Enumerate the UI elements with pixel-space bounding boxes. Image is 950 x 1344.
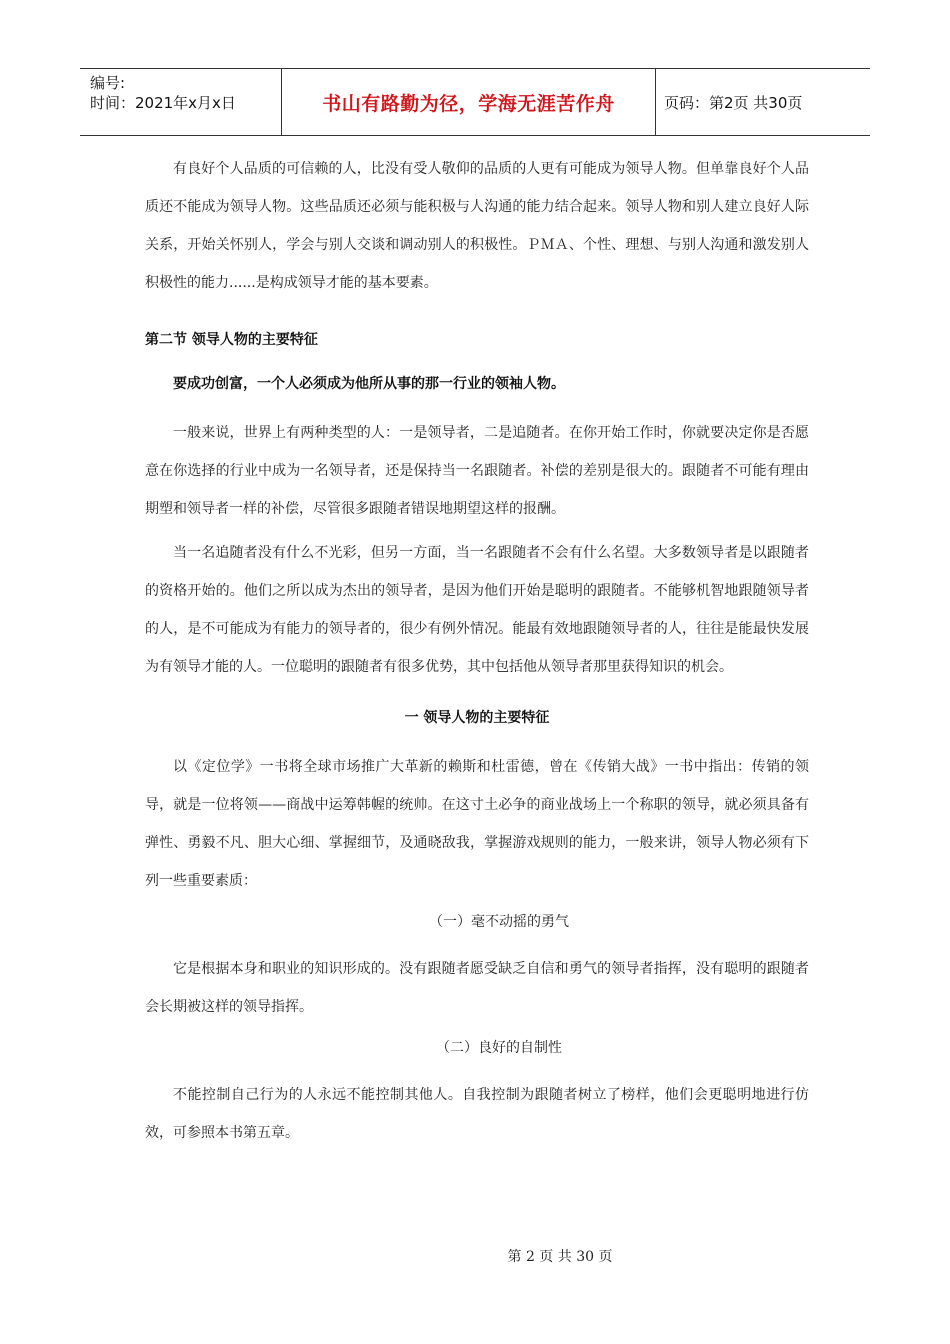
header-motto: 书山有路勤为径，学海无涯苦作舟 (282, 69, 656, 135)
paragraph-5: 它是根据本身和职业的知识形成的。没有跟随者愿受缺乏自信和勇气的领导者指挥，没有聪明的跟随者会长期被这样的领导指挥。 (145, 961, 809, 1015)
paragraph-1: 有良好个人品质的可信赖的人，比没有受人敬仰的品质的人更有可能成为领导人物。但单靠良好个人品质还不能成为领导人物。这些品质还必须与能积极与人沟通的能力结合起来。领导人物和别人建立良好人际关系，开始关怀别人，学会与别人交谈和调动别人的积极性。ＰＭＡ、个性、理想、与别人沟通和激发别人积极性的能力......是构成领导才能的基本要素。 (145, 161, 809, 291)
paragraph-4: 以《定位学》一书将全球市场推广大革新的赖斯和杜雷德，曾在《传销大战》一书中指出：传销的领导，就是一位将领——商战中运筹韩幄的统帅。在这寸土必争的商业战场上一个称职的领导，就必须具备有弹性、勇毅不凡、胆大心细、掌握细节，及通晓敌我，掌握游戏规则的能力，一般来讲，领导人物必须有下列一些重要素质： (145, 759, 809, 889)
document-header (80, 68, 870, 136)
sub-heading-courage: （一）毫不动摇的勇气 (429, 914, 569, 930)
paragraph-3: 当一名追随者没有什么不光彩，但另一方面，当一名跟随者不会有什么名望。大多数领导者是以跟随者的资格开始的。他们之所以成为杰出的领导者，是因为他们开始是聪明的跟随者。不能够机智地跟随领导者的人，是不可能成为有能力的领导者的，很少有例外情况。能最有效地跟随领导者的人，往往是能最快发展为有领导才能的人。一位聪明的跟随者有很多优势，其中包括他从领导者那里获得知识的机会。 (145, 545, 809, 675)
section-title: 第二节 领导人物的主要特征 (145, 332, 318, 348)
footer-page-number: 第 2 页 共 30 页 (507, 1249, 613, 1265)
bold-lead-sentence: 要成功创富，一个人必须成为他所从事的那一行业的领袖人物。 (173, 376, 565, 392)
paragraph-6: 不能控制自己行为的人永远不能控制其他人。自我控制为跟随者树立了榜样，他们会更聪明地进行仿效，可参照本书第五章。 (145, 1087, 809, 1141)
number-label: 编号: (90, 74, 126, 92)
header-page-info: 页码：第2页 共30页 (664, 93, 803, 112)
header-left-cell (80, 69, 282, 135)
page-footer (0, 1246, 950, 1266)
sub-heading-self-control: （二）良好的自制性 (436, 1040, 562, 1056)
heading-one: 一 领导人物的主要特征 (404, 710, 550, 726)
paragraph-2: 一般来说，世界上有两种类型的人：一是领导者，二是追随者。在你开始工作时，你就要决定你是否愿意在你选择的行业中成为一名领导者，还是保持当一名跟随者。补偿的差别是很大的。跟随者不可能有理由期塑和领导者一样的补偿，尽管很多跟随者错误地期望这样的报酬。 (145, 425, 809, 517)
document-body (145, 150, 809, 1158)
time-label: 时间：2021年x月x日 (90, 94, 236, 112)
